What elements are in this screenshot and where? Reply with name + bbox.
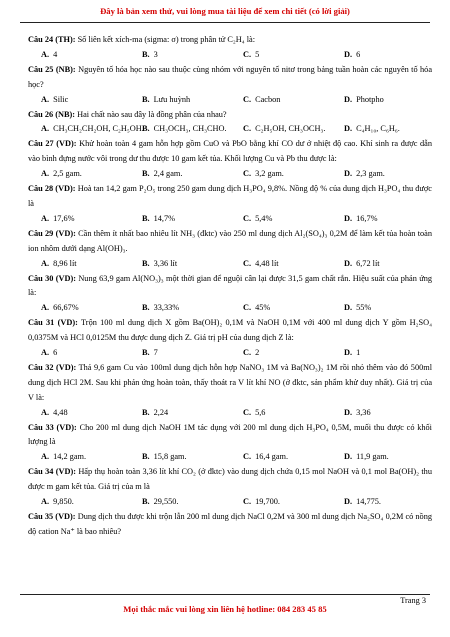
question-label: Câu 32 (VD): xyxy=(28,362,77,372)
answer-options-row xyxy=(28,450,432,465)
option-letter: D. xyxy=(344,213,353,223)
question-body: Thả 9,6 gam Cu vào 100ml dung dịch hỗn hợp NaNO₃ 1M và Ba(NO₃)₂ 1M rồi nhỏ thêm vào đó 500ml dung dịch HCl 2M. Sau khi phản ứng hoàn toàn, thấy thoát ra V lít khí NO (ở đktc, sản phẩm khử duy nhất). Giá trị của V là: xyxy=(28,362,432,402)
option-text: 14,775. xyxy=(356,497,381,507)
option-letter: D. xyxy=(344,49,353,59)
answer-options-row xyxy=(28,301,432,316)
option-text: Lưu huỳnh xyxy=(153,94,191,104)
question-body: Số liên kết xích-ma (sigma: σ) trong phân tử C₂H₄ là: xyxy=(77,35,255,44)
option-letter: A. xyxy=(41,94,50,104)
option-text: 66,67% xyxy=(53,303,79,313)
option-text: 5,6 xyxy=(255,407,266,417)
answer-option[interactable] xyxy=(230,257,331,272)
question-text xyxy=(28,361,432,406)
answer-options-row xyxy=(28,122,432,137)
hotline-footer: Mọi thắc mắc vui lòng xin liên hệ hotline: 084 283 45 85 xyxy=(123,604,327,614)
option-text: C₂H₅OH, CH₃OCH₃. xyxy=(255,124,326,134)
option-text: 4,48 xyxy=(53,407,68,417)
header-rule xyxy=(20,22,430,23)
option-letter: C. xyxy=(243,124,252,134)
question-label: Câu 29 (VD): xyxy=(28,228,76,238)
option-text: Silic xyxy=(53,94,69,104)
answer-option[interactable] xyxy=(230,406,331,421)
option-text: 8,96 lít xyxy=(53,258,77,268)
question-body: Nguyên tố hóa học nào sau thuộc cùng nhóm với nguyên tố nitơ trong bảng tuần hoàn các nguyên tố hóa học? xyxy=(28,64,433,89)
answer-option[interactable] xyxy=(230,301,331,316)
option-letter: D. xyxy=(344,124,353,134)
answer-option[interactable] xyxy=(129,406,230,421)
option-letter: A. xyxy=(41,348,50,358)
option-letter: D. xyxy=(344,169,353,179)
answer-options-row xyxy=(28,495,432,510)
answer-option[interactable] xyxy=(28,450,129,465)
answer-option[interactable] xyxy=(28,495,129,510)
option-text: 55% xyxy=(356,303,372,313)
answer-options-row xyxy=(28,167,432,182)
option-text: 16,7% xyxy=(356,213,378,223)
question-body: Hai chất nào sau đây là đồng phân của nhau? xyxy=(77,109,227,119)
question-text xyxy=(28,33,432,48)
option-letter: B. xyxy=(142,303,150,313)
option-text: 6 xyxy=(53,348,58,358)
question-label: Câu 24 (TH): xyxy=(28,35,76,44)
answer-option[interactable] xyxy=(28,212,129,227)
option-letter: A. xyxy=(41,213,50,223)
option-letter: D. xyxy=(344,94,353,104)
option-letter: A. xyxy=(41,258,50,268)
question-list xyxy=(28,33,432,540)
option-text: 33,33% xyxy=(153,303,180,313)
question-text xyxy=(28,108,432,123)
option-text: C₄H₁₀, C₆H₆. xyxy=(356,124,400,134)
answer-option[interactable] xyxy=(331,495,432,510)
option-text: 29,550. xyxy=(153,497,179,507)
answer-option[interactable] xyxy=(230,212,331,227)
answer-option[interactable] xyxy=(129,450,230,465)
question-body: Nung 63,9 gam Al(NO₃)₃ một thời gian để nguội cân lại được 31,5 gam chất rắn. Hiệu suất của phản ứng là: xyxy=(28,273,432,298)
answer-option[interactable] xyxy=(230,495,331,510)
question-body: Cho 200 ml dung dịch NaOH 1M tác dụng với 200 ml dung dịch H₃PO₄ 0,5M, muối thu được có khối lượng là xyxy=(28,422,432,447)
option-text: 2,24 xyxy=(153,407,169,417)
option-letter: C. xyxy=(243,258,252,268)
option-letter: A. xyxy=(41,124,50,134)
option-text: 19,700. xyxy=(255,497,280,507)
option-letter: D. xyxy=(344,407,353,417)
answer-option[interactable] xyxy=(129,122,230,137)
option-text: 3,36 lít xyxy=(153,258,178,268)
answer-option[interactable] xyxy=(129,301,230,316)
option-letter: B. xyxy=(142,94,150,104)
answer-option[interactable] xyxy=(331,122,432,137)
option-text: 14,7% xyxy=(153,213,176,223)
option-letter: C. xyxy=(243,49,252,59)
option-text: 2 xyxy=(255,348,260,358)
option-text: 3,36 xyxy=(356,407,371,417)
answer-options-row xyxy=(28,346,432,361)
answer-option[interactable] xyxy=(129,167,230,182)
page-number: Trang 3 xyxy=(400,596,426,605)
answer-options-row xyxy=(28,406,432,421)
question-label: Câu 31 (VD): xyxy=(28,318,78,328)
option-letter: A. xyxy=(41,49,50,59)
answer-option[interactable] xyxy=(129,346,230,361)
answer-option[interactable] xyxy=(331,346,432,361)
option-letter: C. xyxy=(243,407,252,417)
option-letter: C. xyxy=(243,213,252,223)
option-letter: C. xyxy=(243,452,252,462)
answer-options-row xyxy=(28,48,432,63)
question-text xyxy=(28,316,432,346)
answer-option[interactable] xyxy=(28,346,129,361)
option-letter: B. xyxy=(142,258,150,268)
option-text: CH₃CH₂CH₂OH, C₂H₅OH. xyxy=(53,124,144,134)
option-letter: D. xyxy=(344,497,353,507)
answer-options-row xyxy=(28,257,432,272)
question-body: Hoà tan 14,2 gam P₂O₅ trong 250 gam dung dịch H₃PO₄ 9,8%. Nồng độ % của dung dịch H₃PO₄ thu được là xyxy=(28,184,432,208)
answer-option[interactable] xyxy=(331,257,432,272)
option-letter: B. xyxy=(142,49,150,59)
question-text xyxy=(28,510,432,540)
answer-option[interactable] xyxy=(28,406,129,421)
option-text: 1 xyxy=(356,348,361,358)
option-letter: B. xyxy=(142,124,150,134)
option-text: 16,4 gam. xyxy=(255,452,289,462)
option-text: 9,850. xyxy=(53,497,74,507)
option-text: Cacbon xyxy=(255,94,281,104)
question-text xyxy=(28,421,432,451)
option-letter: C. xyxy=(243,169,252,179)
answer-options-row xyxy=(28,212,432,227)
question-label: Câu 26 (NB): xyxy=(28,109,76,119)
answer-option[interactable] xyxy=(331,48,432,63)
answer-option[interactable] xyxy=(331,212,432,227)
option-letter: A. xyxy=(41,407,50,417)
answer-option[interactable] xyxy=(331,406,432,421)
answer-option[interactable] xyxy=(28,257,129,272)
answer-option[interactable] xyxy=(28,48,129,63)
answer-option[interactable] xyxy=(331,167,432,182)
question-label: Câu 35 (VD): xyxy=(28,512,76,521)
question-label: Câu 28 (VD): xyxy=(28,184,76,194)
question-body: Cần thêm ít nhất bao nhiêu lít NH₃ (đktc) vào 250 ml dung dịch Al₂(SO₄)₃ 0,2M để làm kết tủa hoàn toàn ion nhôm dưới dạng Al(OH)₃. xyxy=(28,228,432,253)
option-text: 17,6% xyxy=(53,213,75,223)
answer-option[interactable] xyxy=(129,48,230,63)
answer-option[interactable] xyxy=(230,346,331,361)
question-text xyxy=(28,137,432,167)
answer-option[interactable] xyxy=(331,450,432,465)
option-letter: C. xyxy=(243,497,252,507)
answer-option[interactable] xyxy=(230,167,331,182)
answer-option[interactable] xyxy=(230,48,331,63)
answer-option[interactable] xyxy=(129,212,230,227)
question-body: Hấp thụ hoàn toàn 3,36 lít khí CO₂ (ở đktc) vào dung dịch chứa 0,15 mol NaOH và 0,1 mol Ba(OH)₂ thu được m gam kết tủa. Giá trị của m là xyxy=(28,467,432,492)
option-letter: A. xyxy=(41,452,50,462)
question-text xyxy=(28,272,432,302)
option-text: 4 xyxy=(53,49,58,59)
option-letter: C. xyxy=(243,303,252,313)
option-letter: A. xyxy=(41,169,50,179)
option-text: 3 xyxy=(153,49,158,59)
question-label: Câu 25 (NB): xyxy=(28,64,76,74)
option-text: 6,72 lít xyxy=(356,258,380,268)
option-text: 4,48 lít xyxy=(255,258,279,268)
option-text: 6 xyxy=(356,49,361,59)
question-label: Câu 34 (VD): xyxy=(28,467,76,477)
option-text: 5 xyxy=(255,49,260,59)
option-letter: C. xyxy=(243,94,252,104)
option-text: 14,2 gam. xyxy=(53,452,87,462)
question-text xyxy=(28,465,432,495)
option-letter: D. xyxy=(344,348,353,358)
option-letter: B. xyxy=(142,213,150,223)
option-letter: B. xyxy=(142,169,150,179)
option-letter: A. xyxy=(41,303,50,313)
question-body: Dung dịch thu được khi trộn lẫn 200 ml dung dịch NaCl 0,2M và 300 ml dung dịch Na₂SO₄ 0,2M có nồng độ cation Na⁺ là bao nhiêu? xyxy=(28,512,432,536)
option-letter: B. xyxy=(142,452,150,462)
answer-option[interactable] xyxy=(230,122,331,137)
answer-option[interactable] xyxy=(129,495,230,510)
option-letter: B. xyxy=(142,497,150,507)
option-text: 2,5 gam. xyxy=(53,169,82,179)
option-text: 11,9 gam. xyxy=(356,452,389,462)
answer-option[interactable] xyxy=(129,257,230,272)
option-text: CH₃OCH₃, CH₃CHO. xyxy=(153,124,227,134)
option-letter: D. xyxy=(344,303,353,313)
footer-rule xyxy=(20,594,430,595)
option-letter: B. xyxy=(142,348,150,358)
answer-options-row xyxy=(28,93,432,108)
option-letter: D. xyxy=(344,258,353,268)
option-text: 2,4 gam. xyxy=(153,169,183,179)
question-label: Câu 33 (VD): xyxy=(28,422,77,432)
question-text xyxy=(28,182,432,212)
question-label: Câu 30 (VD): xyxy=(28,273,76,283)
answer-option[interactable] xyxy=(129,93,230,108)
answer-option[interactable] xyxy=(331,93,432,108)
option-text: 45% xyxy=(255,303,271,313)
option-text: Photpho xyxy=(356,94,384,104)
answer-option[interactable] xyxy=(331,301,432,316)
answer-option[interactable] xyxy=(28,167,129,182)
preview-banner: Đây là bản xem thử, vui lòng mua tài liệu để xem chi tiết (có lời giải) xyxy=(100,6,350,16)
option-text: 2,3 gam. xyxy=(356,169,385,179)
option-letter: D. xyxy=(344,452,353,462)
option-text: 15,8 gam. xyxy=(153,452,187,462)
option-text: 3,2 gam. xyxy=(255,169,284,179)
option-letter: C. xyxy=(243,348,252,358)
question-body: Khử hoàn toàn 4 gam hỗn hợp gồm CuO và PbO bằng khí CO dư ở nhiệt độ cao. Khí sinh ra được dẫn vào bình đựng nước vôi trong dư thu được 10 gam kết tủa. Khối lượng Cu và Pb thu được là: xyxy=(28,139,432,164)
answer-option[interactable] xyxy=(28,93,129,108)
question-label: Câu 27 (VD): xyxy=(28,139,77,149)
option-letter: A. xyxy=(41,497,50,507)
answer-option[interactable] xyxy=(230,93,331,108)
answer-option[interactable] xyxy=(230,450,331,465)
question-text xyxy=(28,63,432,93)
option-letter: B. xyxy=(142,407,150,417)
answer-option[interactable] xyxy=(28,301,129,316)
option-text: 7 xyxy=(153,348,158,358)
option-text: 5,4% xyxy=(255,213,273,223)
answer-option[interactable] xyxy=(28,122,144,137)
question-body: Trộn 100 ml dung dịch X gồm Ba(OH)₂ 0,1M và NaOH 0,1M với 400 ml dung dịch Y gồm H₂SO₄ 0,0375M và HCl 0,0125M thu được dung dịch Z. Giá trị pH của dung dịch Z là: xyxy=(28,318,432,343)
question-text xyxy=(28,227,432,257)
